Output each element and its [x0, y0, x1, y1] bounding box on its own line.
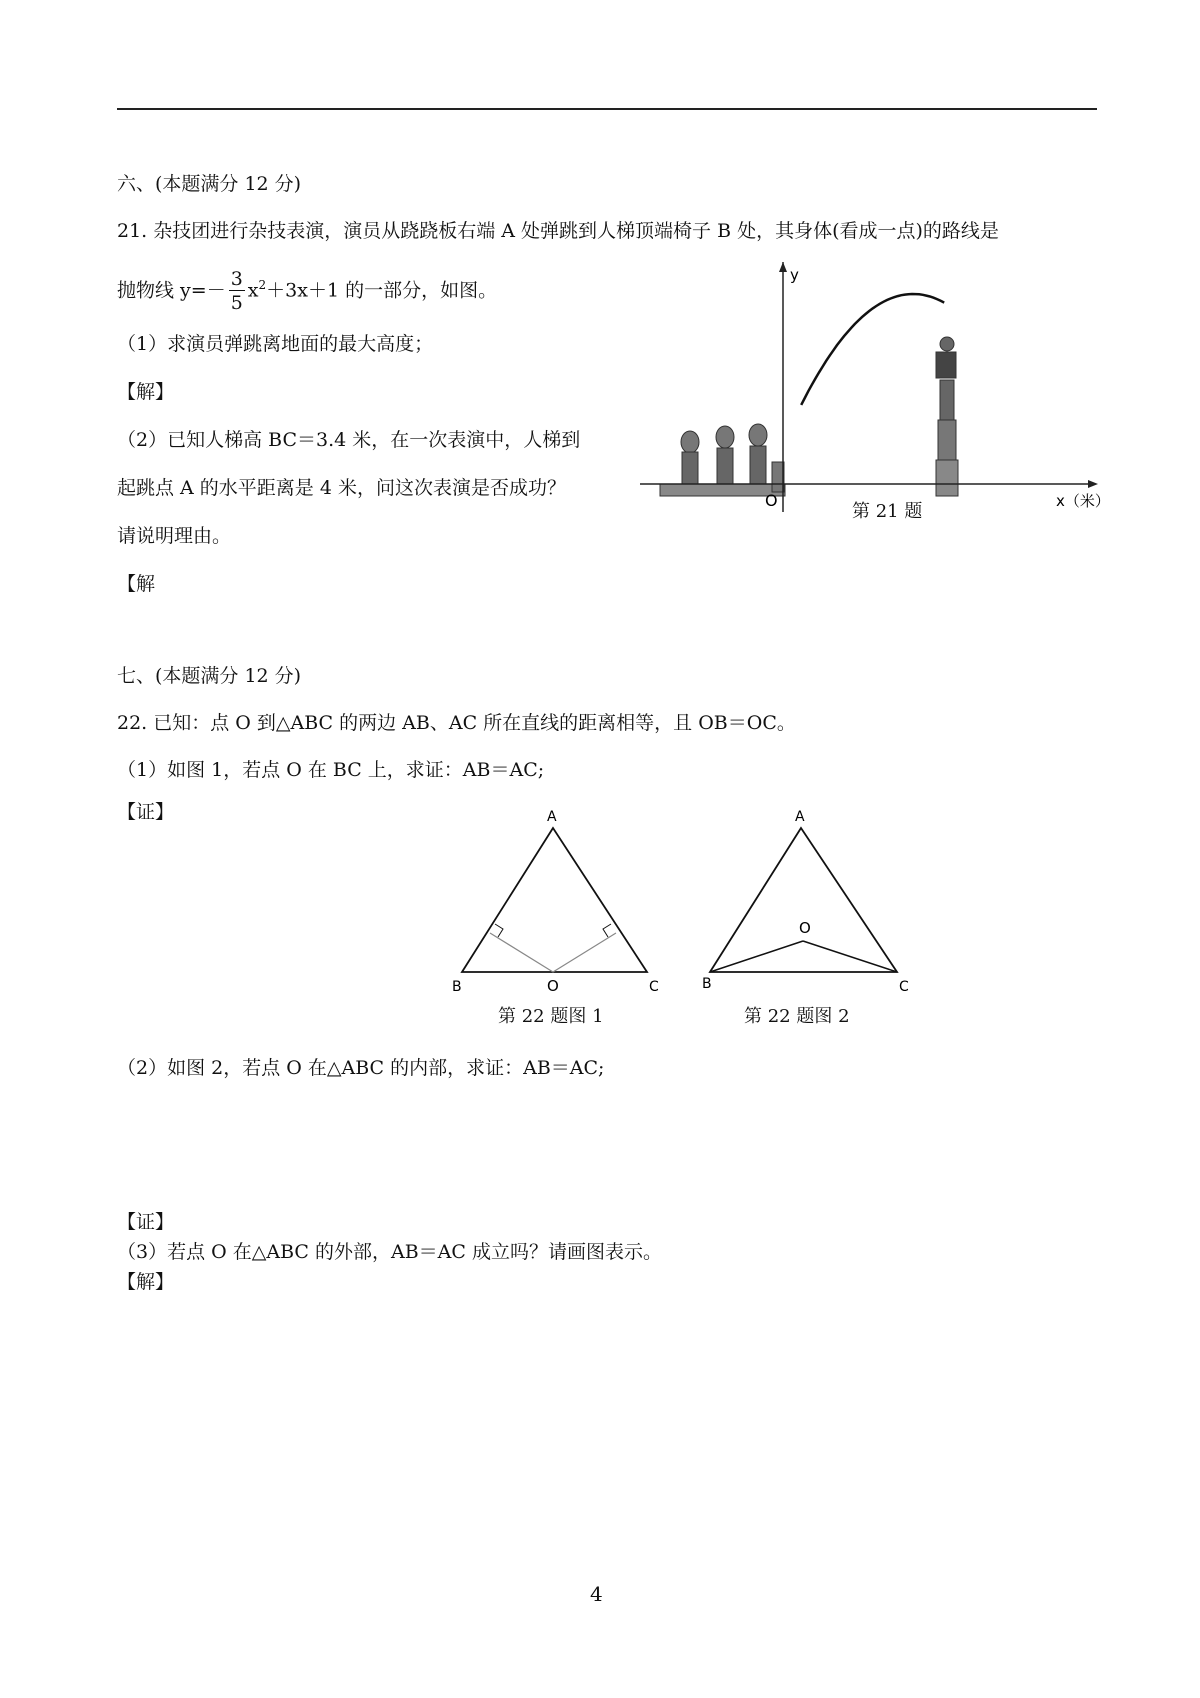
q21-figure-caption: 第 21 题: [852, 501, 923, 522]
fig1-triangle: [462, 828, 647, 972]
fig2-label-b: B: [702, 976, 712, 992]
q21-fraction-numerator: 3: [230, 268, 243, 291]
q22-part1: （1）如图 1，若点 O 在 BC 上，求证：AB＝AC;: [117, 759, 545, 781]
q21-part2-line3: 请说明理由。: [117, 525, 232, 547]
q21-part2-line1: （2）已知人梯高 BC＝3.4 米，在一次表演中，人梯到: [117, 429, 581, 451]
y-axis-label: y: [790, 266, 799, 284]
fig1-label-c: C: [649, 979, 659, 995]
fig1-right-angle-mark-ac: [603, 924, 611, 937]
fig1-right-angle-mark-ab: [495, 924, 503, 937]
fig2-label-c: C: [899, 979, 909, 995]
q21-answer1: 【解】: [117, 381, 175, 403]
human-ladder-illustration: [936, 337, 958, 496]
q22-stem: 22. 已知：点 O 到△ABC 的两边 AB、AC 所在直线的距离相等，且 OB＝OC。: [117, 712, 796, 734]
section7-heading: 七、(本题满分 12 分): [117, 665, 302, 687]
fig1-perpendicular-ab: [490, 933, 553, 972]
q21-line2-x: x: [247, 279, 259, 302]
fig1-label-o: O: [547, 977, 559, 995]
q21-line2-exponent: 2: [258, 278, 267, 292]
header-rule: [117, 108, 1097, 110]
fig1-label-a: A: [547, 809, 557, 825]
q22-figure2-caption: 第 22 题图 2: [744, 1006, 850, 1027]
q22-proof1: 【证】: [117, 801, 175, 823]
fig2-segment-oc: [803, 941, 897, 972]
q21-answer2: 【解: [117, 573, 156, 595]
q21-line2-before: 抛物线 y=－: [117, 279, 226, 302]
q21-stem-line2: [117, 262, 497, 313]
q22-part2: （2）如图 2，若点 O 在△ABC 的内部，求证：AB＝AC;: [117, 1057, 605, 1079]
y-axis-arrow-icon: [779, 262, 787, 272]
fig2-triangle: [710, 828, 897, 972]
q22-figure2: [690, 805, 920, 995]
performers-illustration: [660, 424, 785, 496]
q21-fraction-denominator: 5: [230, 292, 243, 315]
fig1-perpendicular-ac: [553, 933, 616, 972]
parabola-curve: [801, 294, 944, 405]
q21-stem-line1: 21. 杂技团进行杂技表演，演员从跷跷板右端 A 处弹跳到人梯顶端椅子 B 处，其身体(看成一点)的路线是: [117, 220, 999, 242]
q22-part3: （3）若点 O 在△ABC 的外部，AB＝AC 成立吗？请画图表示。: [117, 1241, 662, 1263]
q21-line2-after: ＋3x＋1 的一部分，如图。: [266, 279, 498, 302]
q21-part2-line2: 起跳点 A 的水平距离是 4 米，问这次表演是否成功？: [117, 477, 566, 499]
q21-figure: [640, 262, 1140, 522]
fig2-segment-ob: [710, 941, 803, 972]
origin-label: O: [765, 491, 778, 510]
q22-proof2: 【证】: [117, 1211, 175, 1233]
q22-figure1-caption: 第 22 题图 1: [498, 1006, 604, 1027]
section6-heading: 六、(本题满分 12 分): [117, 173, 302, 195]
q22-figure1: [440, 805, 670, 995]
page-number: 4: [590, 1582, 603, 1606]
fig2-label-a: A: [795, 809, 805, 825]
x-axis-label: x（米）: [1056, 492, 1110, 510]
q22-answer3: 【解】: [117, 1271, 175, 1293]
q21-fraction: [229, 269, 245, 313]
x-axis-arrow-icon: [1088, 480, 1098, 488]
q21-part1: （1）求演员弹跳离地面的最大高度；: [117, 333, 434, 355]
fig1-label-b: B: [452, 979, 462, 995]
fig2-label-o: O: [799, 919, 811, 937]
